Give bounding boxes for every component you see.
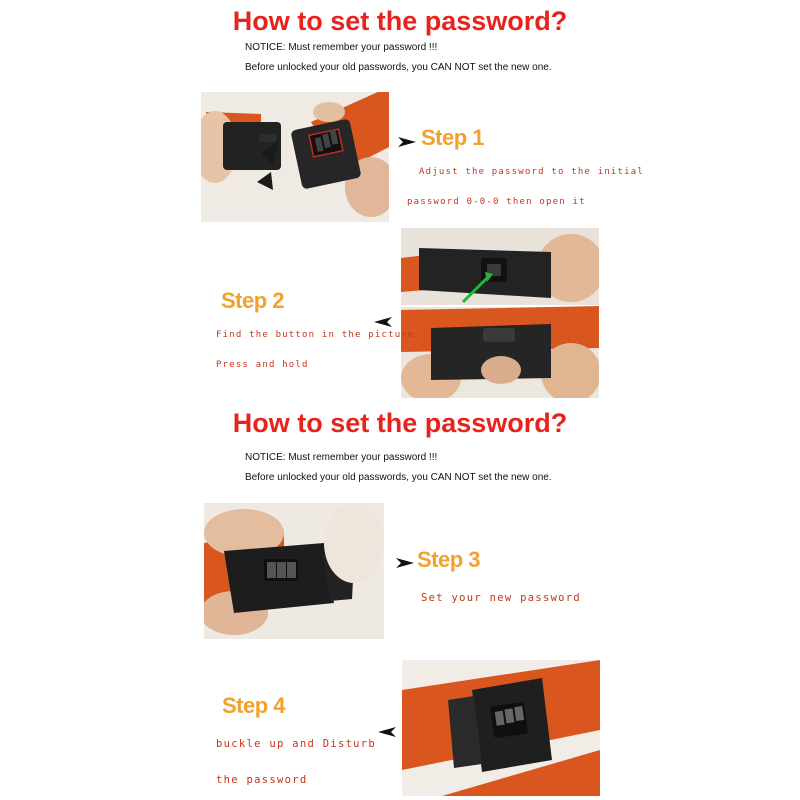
step3-desc-line1: Set your new password: [421, 592, 582, 604]
step2-photo: [401, 228, 599, 398]
page-title-2: How to set the password?: [232, 408, 568, 438]
step3-photo: [204, 503, 384, 639]
notice-line-1b: Before unlocked your old passwords, you CAN NOT set the new one.: [245, 62, 552, 73]
step4-photo: [402, 660, 600, 796]
step4-label: Step 4: [222, 693, 286, 718]
step2-label: Step 2: [221, 288, 285, 313]
notice-line-1a: NOTICE: Must remember your password !!!: [245, 42, 438, 53]
arrowhead-icon: [378, 726, 396, 738]
step1-label: Step 1: [421, 125, 485, 150]
step3-label: Step 3: [417, 547, 481, 572]
arrowhead-icon: [398, 136, 416, 148]
step2-desc-line2: Press and hold: [216, 360, 309, 370]
step1-desc-line2: password 0-0-0 then open it: [407, 197, 586, 207]
notice-line-2a: NOTICE: Must remember your password !!!: [245, 452, 438, 463]
step4-desc-line2: the password: [216, 774, 308, 786]
arrowhead-icon: [396, 557, 414, 569]
page-title-1: How to set the password?: [232, 6, 568, 36]
step4-desc-line1: buckle up and Disturb: [216, 738, 377, 750]
step2-desc-line1: Find the button in the picture: [216, 330, 415, 340]
step1-photo: [201, 92, 389, 222]
step1-desc-line1: Adjust the password to the initial: [419, 167, 645, 177]
arrowhead-icon: [374, 316, 392, 328]
notice-line-2b: Before unlocked your old passwords, you CAN NOT set the new one.: [245, 472, 552, 483]
